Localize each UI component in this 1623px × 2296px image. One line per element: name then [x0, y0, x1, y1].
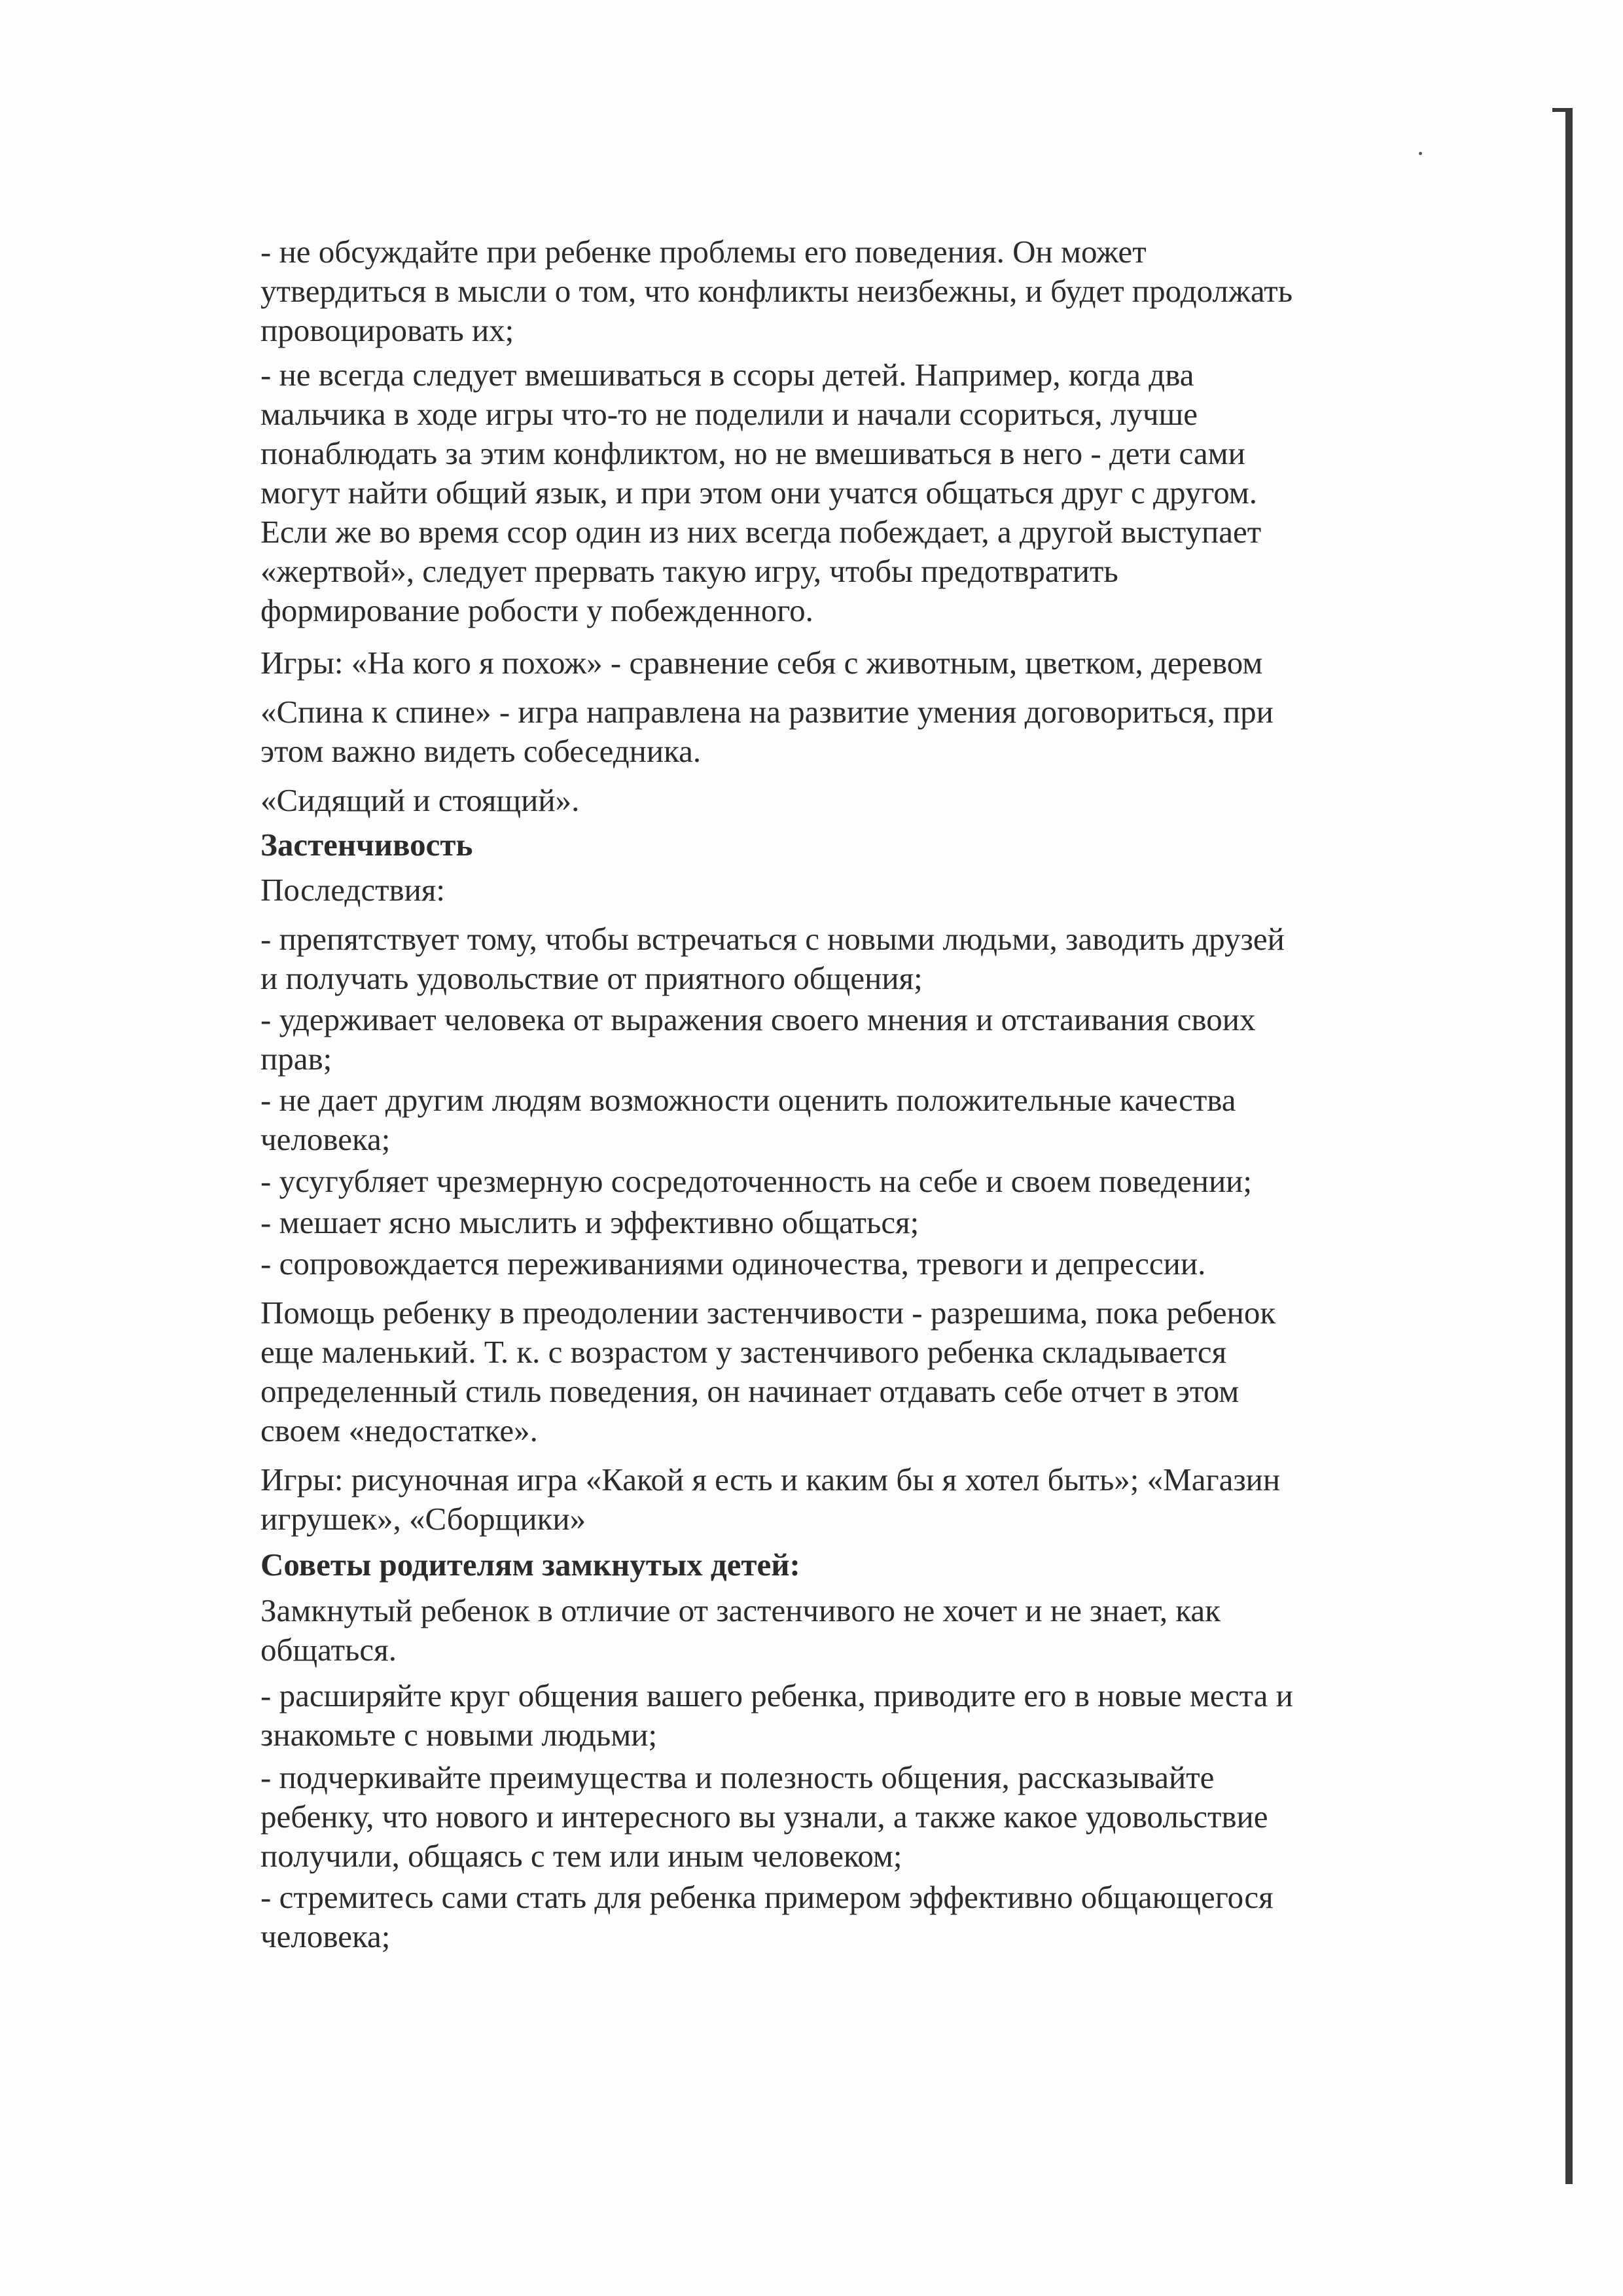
- text-line: ребенку, что нового и интересного вы узнали, а также какое удовольствие: [260, 1799, 1268, 1835]
- text-line: Помощь ребенку в преодолении застенчивости - разрешима, пока ребенок: [260, 1295, 1276, 1331]
- text-line: своем «недостатке».: [260, 1412, 538, 1448]
- text-line: понаблюдать за этим конфликтом, но не вмешиваться в него - дети сами: [260, 435, 1245, 471]
- text-line: Последствия:: [260, 872, 446, 908]
- text-line: Замкнутый ребенок в отличие от застенчивого не хочет и не знает, как: [260, 1592, 1221, 1628]
- text-line: общаться.: [260, 1632, 397, 1668]
- text-line: Игры: «На кого я похож» - сравнение себя с животным, цветком, деревом: [260, 645, 1263, 681]
- text-line: «жертвой», следует прервать такую игру, чтобы предотвратить: [260, 553, 1118, 589]
- text-line: могут найти общий язык, и при этом они учатся общаться друг с другом.: [260, 475, 1258, 511]
- text-line: знакомьте с новыми людьми;: [260, 1717, 658, 1753]
- text-line: прав;: [260, 1041, 332, 1077]
- text-line: «Сидящий и стоящий».: [260, 782, 580, 818]
- text-line: - не всегда следует вмешиваться в ссоры детей. Например, когда два: [260, 357, 1194, 393]
- text-line: - не обсуждайте при ребенке проблемы его поведения. Он может: [260, 234, 1147, 270]
- scan-edge-tick: [1552, 108, 1571, 112]
- text-line: человека;: [260, 1121, 391, 1157]
- scan-speck: [1419, 152, 1422, 155]
- text-line: - не дает другим людям возможности оценить положительные качества: [260, 1082, 1236, 1118]
- text-line: мальчика в ходе игры что-то не поделили и начали ссориться, лучше: [260, 396, 1198, 432]
- text-line: и получать удовольствие от приятного общения;: [260, 960, 923, 996]
- text-line: еще маленький. Т. к. с возрастом у застенчивого ребенка складывается: [260, 1334, 1227, 1370]
- text-line: «Спина к спине» - игра направлена на развитие умения договориться, при: [260, 694, 1274, 730]
- text-line: - подчеркивайте преимущества и полезность общения, рассказывайте: [260, 1759, 1215, 1795]
- text-line: провоцировать их;: [260, 312, 514, 348]
- text-line: - усугубляет чрезмерную сосредоточенность на себе и своем поведении;: [260, 1163, 1253, 1199]
- text-line: этом важно видеть собеседника.: [260, 733, 702, 769]
- text-line: формирование робости у побежденного.: [260, 592, 813, 628]
- text-line: - удерживает человека от выражения своего мнения и отстаивания своих: [260, 1001, 1256, 1037]
- section-heading-advice: Советы родителям замкнутых детей:: [260, 1547, 800, 1583]
- text-line: утвердиться в мысли о том, что конфликты неизбежны, и будет продолжать: [260, 273, 1293, 309]
- text-line: - сопровождается переживаниями одиночества, тревоги и депрессии.: [260, 1246, 1206, 1282]
- text-line: - мешает ясно мыслить и эффективно общаться;: [260, 1204, 919, 1240]
- text-line: - расширяйте круг общения вашего ребенка, приводите его в новые места и: [260, 1677, 1293, 1713]
- text-line: - препятствует тому, чтобы встречаться с новыми людьми, заводить друзей: [260, 921, 1285, 957]
- text-line: Игры: рисуночная игра «Какой я есть и каким бы я хотел быть»; «Магазин: [260, 1462, 1281, 1498]
- text-line: человека;: [260, 1918, 391, 1954]
- text-line: определенный стиль поведения, он начинает отдавать себе отчет в этом: [260, 1373, 1240, 1409]
- text-line: Если же во время ссор один из них всегда побеждает, а другой выступает: [260, 514, 1262, 550]
- text-line: игрушек», «Сборщики»: [260, 1501, 586, 1537]
- text-line: - стремитесь сами стать для ребенка примером эффективно общающегося: [260, 1879, 1274, 1915]
- scan-edge-shadow: [1565, 108, 1573, 2184]
- section-heading-shyness: Застенчивость: [260, 827, 473, 863]
- text-line: получили, общаясь с тем или иным человеком;: [260, 1838, 902, 1874]
